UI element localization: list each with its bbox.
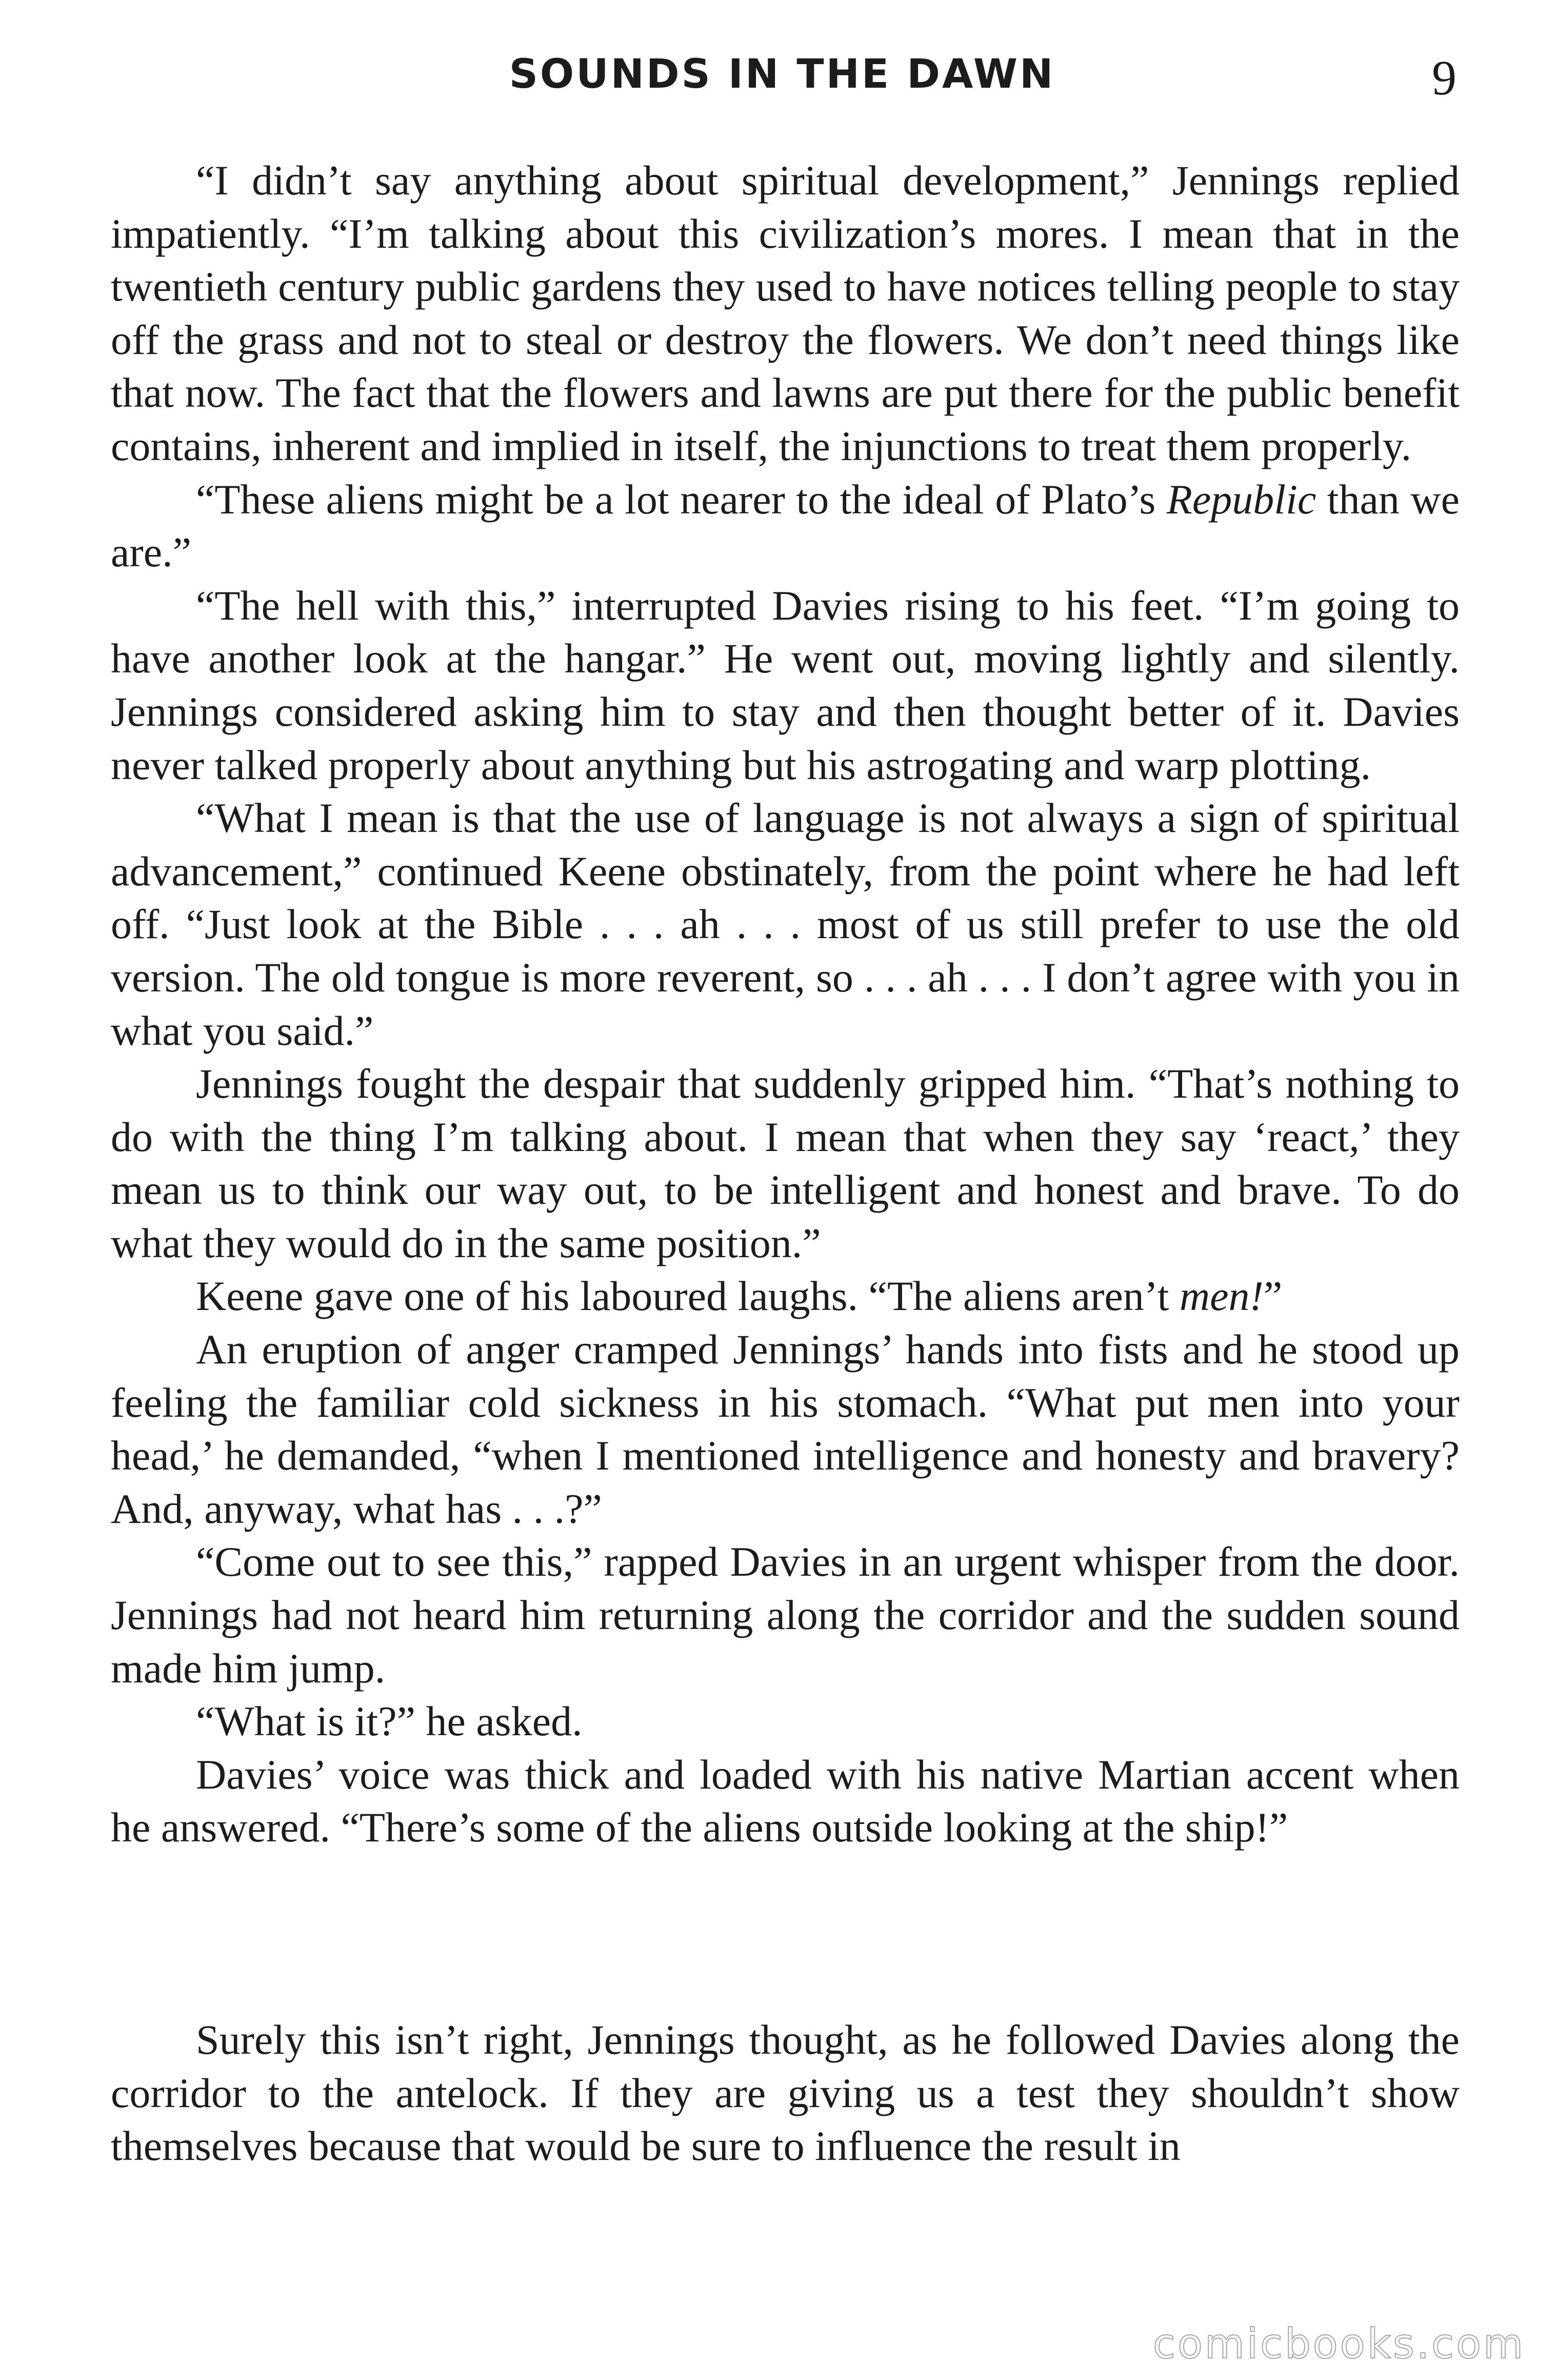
paragraph: “Come out to see this,” rapped Davies in an urgent whisper from the door. Jennings had not heard him returning along the corridor and the sudden sound made him jump. (111, 1538, 1460, 1692)
body-text (111, 154, 1460, 2173)
paragraph: Keene gave one of his laboured laughs. “The aliens aren’t men!” (196, 1273, 1283, 1320)
running-head: SOUNDS IN THE DAWN (509, 51, 1055, 97)
italic-title: Republic (1166, 475, 1316, 523)
paragraph: “What is it?” he asked. (196, 1698, 583, 1745)
paragraph: Jennings fought the despair that suddenly gripped him. “That’s nothing to do with the thing I’m talking about. I mean that when they say ‘react,’ they mean us to think our way out, to be intelligent and honest and brave. To do what they would do in the same position.” (111, 1060, 1460, 1266)
paragraph: “The hell with this,” interrupted Davies rising to his feet. “I’m going to have another look at the hangar.” He went out, moving lightly and silently. Jennings considered asking him to stay and then thought better of it. Davies never talked properly about anything but his astrogating and warp plotting. (111, 582, 1460, 788)
paragraph: “I didn’t say anything about spiritual development,” Jennings replied impatiently. “I’m talking about this civilization’s mores. I mean that in the twentieth century public gardens they used to have notices telling people to stay off the grass and not to steal or destroy the flowers. We don’t need things like that now. The fact that the flowers and lawns are put there for the public benefit contains, inherent and implied in itself, the injunctions to treat them properly. (111, 157, 1460, 469)
italic-word: men! (1179, 1273, 1264, 1320)
paragraph: “What I mean is that the use of language is not always a sign of spiritual advancement,” continued Keene obstinately, from the point where he had left off. “Just look at the Bible . . . ah . . . most of us still prefer to use the old version. The old tongue is more reverent, so . . . ah . . . I don’t agree with you in what you said.” (111, 795, 1460, 1054)
paragraph: Surely this isn’t right, Jennings thought, as he followed Davies along the corridor to the antelock. If they are giving us a test they shouldn’t show themselves because that would be sure to influence the result in (111, 2016, 1460, 2170)
section-break (111, 1854, 1460, 2013)
paragraph: Davies’ voice was thick and loaded with his native Martian accent when he answered. “There’s some of the aliens outside looking at the ship!” (111, 1751, 1460, 1851)
page-number: 9 (1432, 50, 1457, 105)
paragraph: An eruption of anger cramped Jennings’ hands into fists and he stood up feeling the familiar cold sickness in his stomach. “What put men into your head,’ he demanded, “when I mentioned intelligence and honesty and bravery? And, anyway, what has . . .?” (111, 1326, 1460, 1532)
paragraph: “These aliens might be a lot nearer to the ideal of Plato’s Republic than we are.” (111, 475, 1460, 576)
page-header (108, 51, 1457, 123)
watermark: comicbooks.com (1152, 2320, 1525, 2368)
